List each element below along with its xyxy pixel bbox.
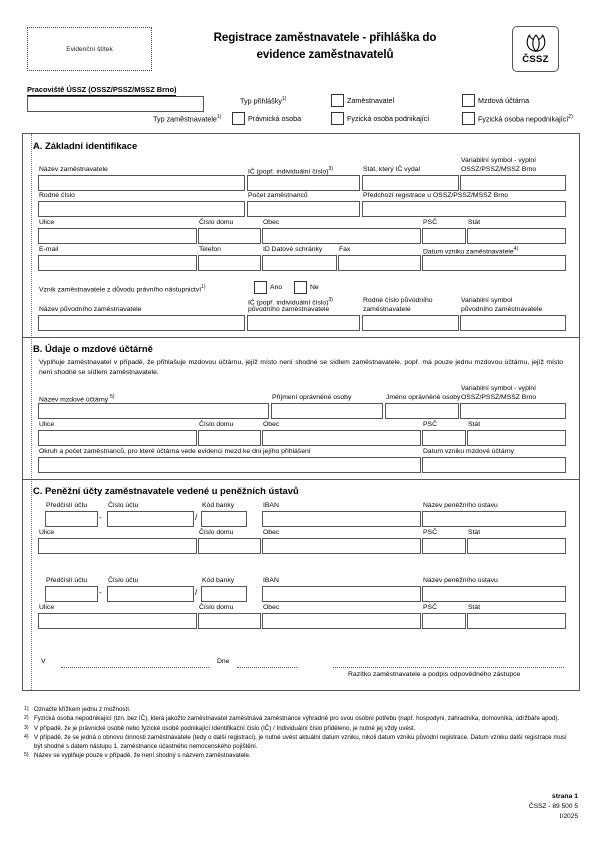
label-datum-vzniku-sup: 4) <box>513 246 519 252</box>
label-telefon: Telefon <box>199 246 221 253</box>
label-ic-sup: 3) <box>328 166 333 172</box>
input-nazev-zamestnavatele[interactable] <box>38 175 245 191</box>
footnote-1-text: Označte křížkem jednu z možností. <box>34 706 131 713</box>
separator-dash-1: - <box>99 513 102 522</box>
label-psc-a: PSČ <box>423 219 437 226</box>
input-nazev-ustavu-2[interactable] <box>422 586 566 602</box>
input-obec-a[interactable] <box>262 228 421 244</box>
workplace-input[interactable] <box>27 96 204 112</box>
label-kod-banky-1: Kód banky <box>202 502 235 509</box>
label-email: E-mail <box>39 246 59 253</box>
label-ic-puvodniho-sup: 3) <box>328 297 333 303</box>
input-misto-line[interactable] <box>61 667 209 668</box>
label-vs-puvodniho-l2: původního zaměstnavatele <box>461 306 543 313</box>
input-predcisli-uctu-2[interactable] <box>45 586 98 602</box>
label-rc-puvodniho-l2: zaměstnavatele <box>363 306 411 313</box>
label-ulice-c1: Ulice <box>39 529 55 536</box>
input-fax[interactable] <box>338 255 421 271</box>
section-b-title: B. Údaje o mzdové účtárně <box>33 343 153 354</box>
separator-slash-1: / <box>195 513 198 522</box>
footnote-4-mark: 4) <box>24 734 29 741</box>
label-predcisli-uctu-1: Předčíslí účtu <box>46 502 88 509</box>
input-psc-c2[interactable] <box>422 613 466 629</box>
footnote-3-text: V případě, že je právnické osobě nebo fyzické osobě podnikající Identifikační číslo (IČ) / Individuální číslo přiděleno, je nutné jej vždy uvést. <box>34 724 416 732</box>
label-ic-text: IČ (popř. individuální číslo) <box>248 168 329 176</box>
checkbox-fyzicka-osoba-podnikajici[interactable] <box>331 112 344 125</box>
input-pocet-zamestnancu[interactable] <box>247 201 360 217</box>
cssz-logo <box>512 26 559 72</box>
evidence-label-box <box>27 27 152 71</box>
label-ne: Ne <box>310 284 319 291</box>
input-kod-banky-1[interactable] <box>201 511 247 527</box>
label-ulice-c2: Ulice <box>39 604 55 611</box>
application-type-label <box>240 96 286 105</box>
input-stat-c2[interactable] <box>467 613 566 629</box>
input-vs-puvodniho[interactable] <box>460 315 566 331</box>
input-nazev-ustavu-1[interactable] <box>422 511 566 527</box>
footnote-4-text: V případě, že se jedná o obnovu činnosti zaměstnavatele (tedy o další registraci), je nutné uvést aktuální datum vzniku, nikoli datum vzniku původní registrace. Datum vzniku další registrace musí být shodné s datem nástupu 1. zaměstnance účastného nemocenského pojištění. <box>34 734 567 750</box>
input-psc-c1[interactable] <box>422 538 466 554</box>
input-vs-mzdove-uctarny[interactable] <box>460 403 566 419</box>
input-email[interactable] <box>38 255 197 271</box>
application-type-label-text: Typ přihlášky <box>240 96 282 106</box>
label-iban-1: IBAN <box>263 502 279 509</box>
separator-slash-2: / <box>195 588 198 597</box>
label-datum-vzniku <box>423 246 518 255</box>
label-ulice-b: Ulice <box>39 421 55 428</box>
label-pravni-nastupnictvi-text: Vznik zaměstnavatele z důvodu právního nástupnictví <box>39 286 202 294</box>
label-stat-ic: Stát, který IČ vydal <box>363 166 421 173</box>
cssz-tulip-icon <box>522 33 550 53</box>
footnote-2-mark: 2) <box>24 715 29 722</box>
checkbox-label-fyzicka-osoba-nepodnikajici-text: Fyzická osoba nepodnikající <box>478 114 569 124</box>
label-vs-b-l2: OSSZ/PSSZ/MSSZ Brno <box>461 394 537 401</box>
input-stamp-line[interactable] <box>333 667 564 668</box>
input-stat-b[interactable] <box>467 430 566 446</box>
label-cislo-uctu-2: Číslo účtu <box>108 577 139 584</box>
checkbox-fyzicka-osoba-nepodnikajici[interactable] <box>462 112 475 125</box>
footnote-3 <box>24 725 576 734</box>
label-datum-vzniku-text: Datum vzniku zaměstnavatele <box>423 248 514 256</box>
page-title-line1: Registrace zaměstnavatele - přihláška do <box>213 31 437 44</box>
label-vs-b-l1: Variabilní symbol - vyplní <box>461 385 537 392</box>
employer-type-sup: 1) <box>216 114 222 120</box>
label-dne: Dne <box>217 658 230 665</box>
input-stat-a[interactable] <box>467 228 566 244</box>
label-predchozi-registrace: Předchozí registrace u OSSZ/PSSZ/MSSZ Brno <box>363 192 509 199</box>
label-datum-vzniku-uctarny: Datum vzniku mzdové účtárny <box>423 448 515 455</box>
employer-type-label-text: Typ zaměstnavatele <box>153 114 217 124</box>
label-predcisli-uctu-2: Předčíslí účtu <box>46 577 88 584</box>
checkbox-label-mzdova-uctarna: Mzdová účtárna <box>478 96 530 105</box>
label-stat-a: Stát <box>468 219 481 226</box>
input-cislo-domu-a[interactable] <box>198 228 261 244</box>
label-pravni-nastupnictvi <box>39 284 206 293</box>
label-stat-b: Stát <box>468 421 481 428</box>
label-ic-puvodniho-l2: původního zaměstnavatele <box>248 306 330 313</box>
input-telefon[interactable] <box>198 255 261 271</box>
label-nazev-mzdove-uctarny <box>39 394 114 403</box>
input-psc-a[interactable] <box>422 228 466 244</box>
footnote-1 <box>24 706 576 715</box>
footnote-2-text: Fyzická osoba nepodnikající (tzn. bez IČ), která jakožto zaměstnavatel zaměstnává zaměstnance výhradně pro svou osobní potřebu (např. hospodyni, zahradníka, domovníka, údržbáře apod). <box>34 715 560 723</box>
input-cislo-uctu-2[interactable] <box>107 586 194 602</box>
label-misto: V <box>41 658 46 665</box>
checkbox-nastupnictvi-ne[interactable] <box>294 281 307 294</box>
input-rodne-cislo[interactable] <box>38 201 245 217</box>
input-stat-ic[interactable] <box>362 175 459 191</box>
label-nazev-puvodniho: Název původního zaměstnavatele <box>39 306 142 313</box>
input-ic[interactable] <box>247 175 360 191</box>
cssz-logo-text: ČSSZ <box>522 54 549 65</box>
input-datum-vzniku-uctarny[interactable] <box>422 457 566 473</box>
footnote-5 <box>24 752 576 761</box>
footnote-5-text: Název se vyplňuje pouze v případě, že není shodný s názvem zaměstnavatele. <box>34 752 251 760</box>
label-vs-puvodniho-l1: Variabilní symbol <box>461 297 513 304</box>
checkbox-mzdova-uctarna[interactable] <box>462 94 475 107</box>
label-ulice-a: Ulice <box>39 219 55 226</box>
label-nazev-mzdove-uctarny-text: Název mzdové účtárny <box>39 396 109 404</box>
input-dne-line[interactable] <box>237 667 297 668</box>
input-cislo-domu-b[interactable] <box>198 430 261 446</box>
label-cislo-domu-a: Číslo domu <box>199 219 234 226</box>
page-title <box>160 30 490 64</box>
checkbox-pravnicka-osoba[interactable] <box>232 112 245 125</box>
label-kod-banky-2: Kód banky <box>202 577 235 584</box>
label-obec-c1: Obec <box>263 529 280 536</box>
label-nazev-ustavu-1: Název peněžního ústavu <box>423 502 498 509</box>
label-obec-c2: Obec <box>263 604 280 611</box>
input-nazev-mzdove-uctarny[interactable] <box>38 403 269 419</box>
label-cislo-uctu-1: Číslo účtu <box>108 502 139 509</box>
workplace-label: Pracoviště ÚSSZ (OSSZ/PSSZ/MSSZ Brno) <box>27 85 177 94</box>
page-footer <box>529 792 578 822</box>
label-cislo-domu-c2: Číslo domu <box>199 604 234 611</box>
input-nazev-puvodniho[interactable] <box>38 315 245 331</box>
input-cislo-domu-c2[interactable] <box>198 613 261 629</box>
page-title-line2: evidence zaměstnavatelů <box>256 47 394 61</box>
label-pravni-nastupnictvi-sup: 1) <box>201 284 206 290</box>
footnote-4 <box>24 734 576 752</box>
checkbox-label-fon-sup: 2) <box>568 114 573 120</box>
label-jmeno-opravnene-osoby: Jméno oprávněné osoby <box>386 394 461 401</box>
section-a-title: A. Základní identifikace <box>33 140 138 151</box>
label-prijmeni-opravnene-osoby: Příjmení oprávněné osoby <box>272 394 352 401</box>
label-vs-l2: OSSZ/PSSZ/MSSZ Brno <box>461 166 537 173</box>
label-psc-c1: PSČ <box>423 529 437 536</box>
evidence-label-text: Evidenční štítek <box>66 45 113 53</box>
input-psc-b[interactable] <box>422 430 466 446</box>
label-ic <box>248 166 333 175</box>
label-cislo-domu-c1: Číslo domu <box>199 529 234 536</box>
input-cislo-domu-c1[interactable] <box>198 538 261 554</box>
page-header <box>0 0 600 80</box>
label-razitko: Razítko zaměstnavatele a podpis odpovědného zástupce <box>348 671 521 678</box>
input-ic-puvodniho[interactable] <box>247 315 360 331</box>
checkbox-label-fyzicka-osoba-nepodnikajici <box>478 114 573 123</box>
input-obec-b[interactable] <box>262 430 421 446</box>
label-psc-c2: PSČ <box>423 604 437 611</box>
input-iban-1[interactable] <box>262 511 421 527</box>
form-code: ČSSZ - 89 500 5 <box>528 803 578 811</box>
label-id-datove-schranky: ID Datové schránky <box>263 246 323 253</box>
input-stat-c1[interactable] <box>467 538 566 554</box>
label-stat-c2: Stát <box>468 604 481 611</box>
input-jmeno-opravnene-osoby[interactable] <box>385 403 459 419</box>
footnote-3-mark: 3) <box>24 724 29 731</box>
separator-dash-2: - <box>99 588 102 597</box>
input-obec-c2[interactable] <box>262 613 421 629</box>
page-number: strana 1 <box>551 793 578 800</box>
label-stat-c1: Stát <box>468 529 481 536</box>
input-okruh-zamestnancu[interactable] <box>38 457 421 473</box>
label-fax: Fax <box>339 246 351 253</box>
form-edition: I/2025 <box>559 813 578 821</box>
employer-type-label <box>153 114 221 123</box>
footnote-2 <box>24 715 576 724</box>
input-cislo-uctu-1[interactable] <box>107 511 194 527</box>
input-kod-banky-2[interactable] <box>201 586 247 602</box>
footnote-1-mark: 1) <box>24 706 29 712</box>
application-type-sup: 1) <box>281 96 287 102</box>
input-obec-c1[interactable] <box>262 538 421 554</box>
checkbox-label-fyzicka-osoba-podnikajici: Fyzická osoba podnikající <box>347 114 430 123</box>
label-rodne-cislo: Rodné číslo <box>39 192 75 199</box>
label-obec-a: Obec <box>263 219 280 226</box>
label-okruh-zamestnancu: Okruh a počet zaměstnanců, pro které účtárna vede evidenci mezd ke dni jejího přihlášení <box>39 448 311 455</box>
input-id-datove-schranky[interactable] <box>262 255 337 271</box>
section-b-note: Vyplňuje zaměstnavatel v případě, že přihlašuje mzdovou účtárnu, jejíž místo není shodné se sídlem zaměstnavatele, popř. má pouze jednu mzdovou účtárnu, jejíž místo není shodné se sídlem zaměstnavatele. <box>39 359 563 377</box>
checkbox-zamestnavatel[interactable] <box>331 94 344 107</box>
input-ulice-c1[interactable] <box>38 538 197 554</box>
input-prijmeni-opravnene-osoby[interactable] <box>271 403 383 419</box>
input-predchozi-registrace[interactable] <box>362 201 566 217</box>
label-cislo-domu-b: Číslo domu <box>199 421 234 428</box>
fold-marker <box>31 134 32 690</box>
input-ulice-c2[interactable] <box>38 613 197 629</box>
label-psc-b: PSČ <box>423 421 437 428</box>
label-ic-puvodniho-l1 <box>248 297 333 306</box>
form-body <box>22 133 580 691</box>
label-rc-puvodniho-l1: Rodné číslo původního <box>363 297 433 304</box>
label-iban-2: IBAN <box>263 577 279 584</box>
input-predcisli-uctu-1[interactable] <box>45 511 98 527</box>
checkbox-label-pravnicka-osoba: Právnická osoba <box>248 114 302 123</box>
footnote-5-mark: 5) <box>24 752 29 759</box>
input-ulice-b[interactable] <box>38 430 197 446</box>
input-ulice-a[interactable] <box>38 228 197 244</box>
label-ic-puvodniho-l1-text: IČ (popř. individuální číslo) <box>248 299 329 307</box>
label-vs-l1: Variabilní symbol - vyplní <box>461 157 537 164</box>
input-datum-vzniku[interactable] <box>422 255 566 271</box>
input-iban-2[interactable] <box>262 586 421 602</box>
divider-b-c <box>23 479 579 480</box>
input-variabilni-symbol[interactable] <box>460 175 566 191</box>
section-c-title: C. Peněžní účty zaměstnavatele vedené u peněžních ústavů <box>33 485 299 496</box>
checkbox-label-zamestnavatel: Zaměstnavatel <box>347 96 395 105</box>
label-nazev-ustavu-2: Název peněžního ústavu <box>423 577 498 584</box>
footnotes <box>24 706 576 762</box>
input-rc-puvodniho[interactable] <box>362 315 459 331</box>
label-obec-b: Obec <box>263 421 280 428</box>
label-pocet-zamestnancu: Počet zaměstnanců <box>248 192 308 199</box>
divider-a-b <box>23 337 579 338</box>
label-nazev-mzdove-uctarny-sup: 5) <box>110 394 115 400</box>
checkbox-nastupnictvi-ano[interactable] <box>254 281 267 294</box>
label-nazev-zamestnavatele: Název zaměstnavatele <box>39 166 108 173</box>
label-ano: Ano <box>270 284 283 291</box>
